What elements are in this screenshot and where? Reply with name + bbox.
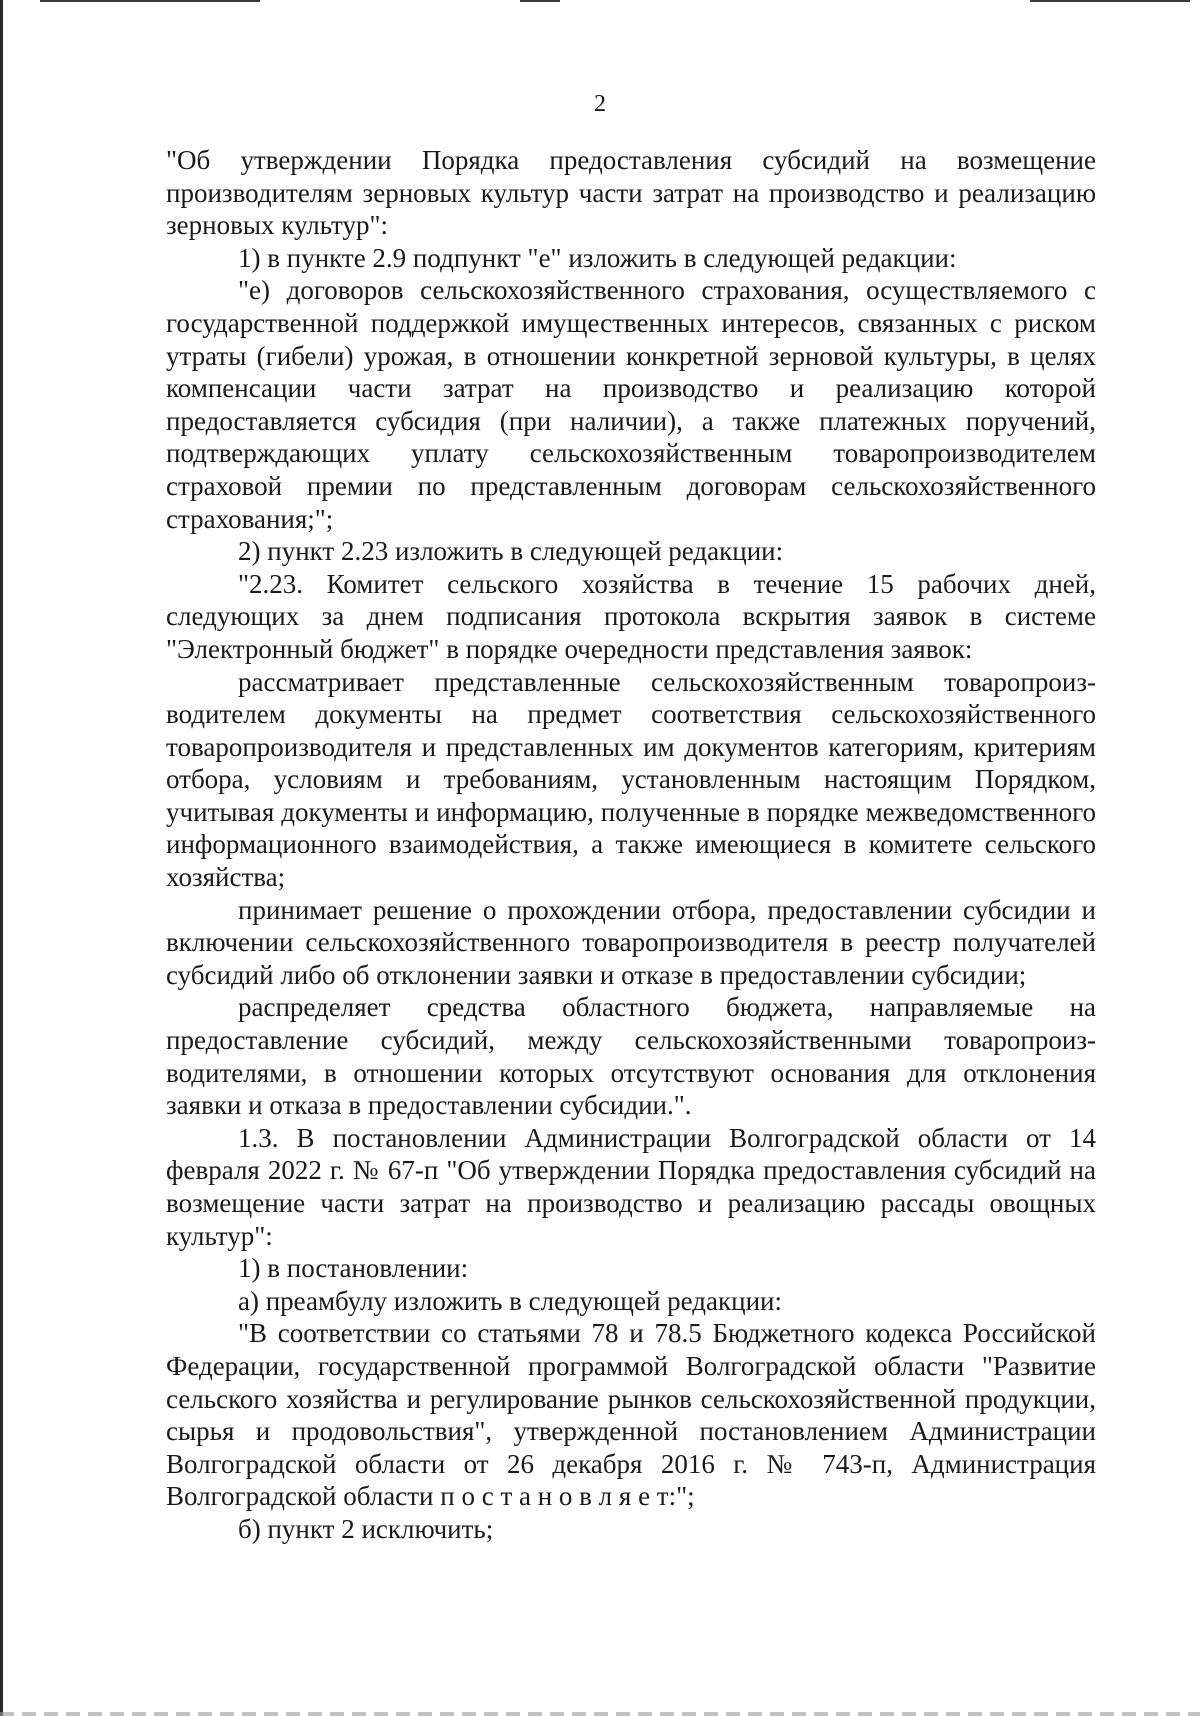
paragraph: распределяет средства областного бюджета, направляемые на предоставление субсидий, между сельскохозяйственными товаропроизводителями, в отношении которых отсутствуют основания для отклонения заявки и отказа в предоставлении субсидии.". — [166, 992, 1096, 1121]
paragraph: 1) в постановлении: — [238, 1253, 469, 1284]
paragraph: 1) в пункте 2.9 подпункт "е" изложить в следующей редакции: — [238, 242, 957, 273]
paragraph: б) пункт 2 исключить; — [238, 1513, 494, 1544]
scan-bottom-edge — [0, 1712, 1200, 1716]
paragraph: принимает решение о прохождении отбора, предоставлении субсидии и включении сельскохозяйственного товаропроизводителя в реестр получателей субсидий либо об отклонении заявки и отказе в предоставлении субсидии; — [166, 894, 1096, 990]
document-body — [166, 144, 1096, 1546]
paragraph: "2.23. Комитет сельского хозяйства в течение 15 рабочих дней, следующих за днем подписания протокола вскрытия заявок в системе "Электронный бюджет" в порядке очередности представления заявок: — [166, 568, 1096, 664]
paragraph: "е) договоров сельскохозяйственного страхования, осуществляемого с государственной поддержкой имущественных интересов, связанных с риском утраты (гибели) урожая, в отношении конкретной зерновой культуры, в целях компенсации части затрат на производство и реализацию которой предоставляется субсидия (при наличии), а также платежных поручений, подтверждающих уплату сельскохозяйственным товаропроизводителем страховой премии по представленным договорам сельскохозяйственного страхования;"; — [166, 275, 1096, 534]
paragraph: "В соответствии со статьями 78 и 78.5 Бюджетного кодекса Российской Федерации, государственной программой Волгоградской области "Развитие сельского хозяйства и регулирование рынков сельскохозяйственной продукции, сырья и продовольствия", утвержденной постановлением Администрации Волгоградской области от 26 декабря 2016 г. № 743-п, Администрация Волгоградской области п о с т а н о в л я е т:"; — [166, 1318, 1096, 1512]
paragraph: 2) пункт 2.23 изложить в следующей редакции: — [238, 536, 784, 567]
scan-top-edge — [40, 0, 260, 2]
scan-top-edge — [520, 0, 560, 2]
page-number: 2 — [594, 91, 606, 117]
paragraph: а) преамбулу изложить в следующей редакции: — [238, 1285, 782, 1316]
scan-top-edge — [1030, 0, 1190, 2]
paragraph: 1.3. В постановлении Администрации Волгоградской области от 14 февраля 2022 г. № 67-п "Об утверждении Порядка предоставления субсидий на возмещение части затрат на производство и реализацию рассады овощных культур": — [166, 1122, 1096, 1251]
paragraph: "Об утверждении Порядка предоставления субсидий на возмещение производителям зерновых культур части затрат на производство и реализацию зерновых культур": — [166, 145, 1096, 241]
paragraph: рассматривает представленные сельскохозяйственным товаропроизводителем документы на предмет соответствия сельскохозяйственного товаропроизводителя и представленных им документов категориям, критериям отбора, условиям и требованиям, установленным настоящим Порядком, учитывая документы и информацию, полученные в порядке межведомственного информационного взаимодействия, а также имеющиеся в комитете сельского хозяйства; — [166, 666, 1096, 893]
scan-left-edge — [0, 0, 3, 1716]
